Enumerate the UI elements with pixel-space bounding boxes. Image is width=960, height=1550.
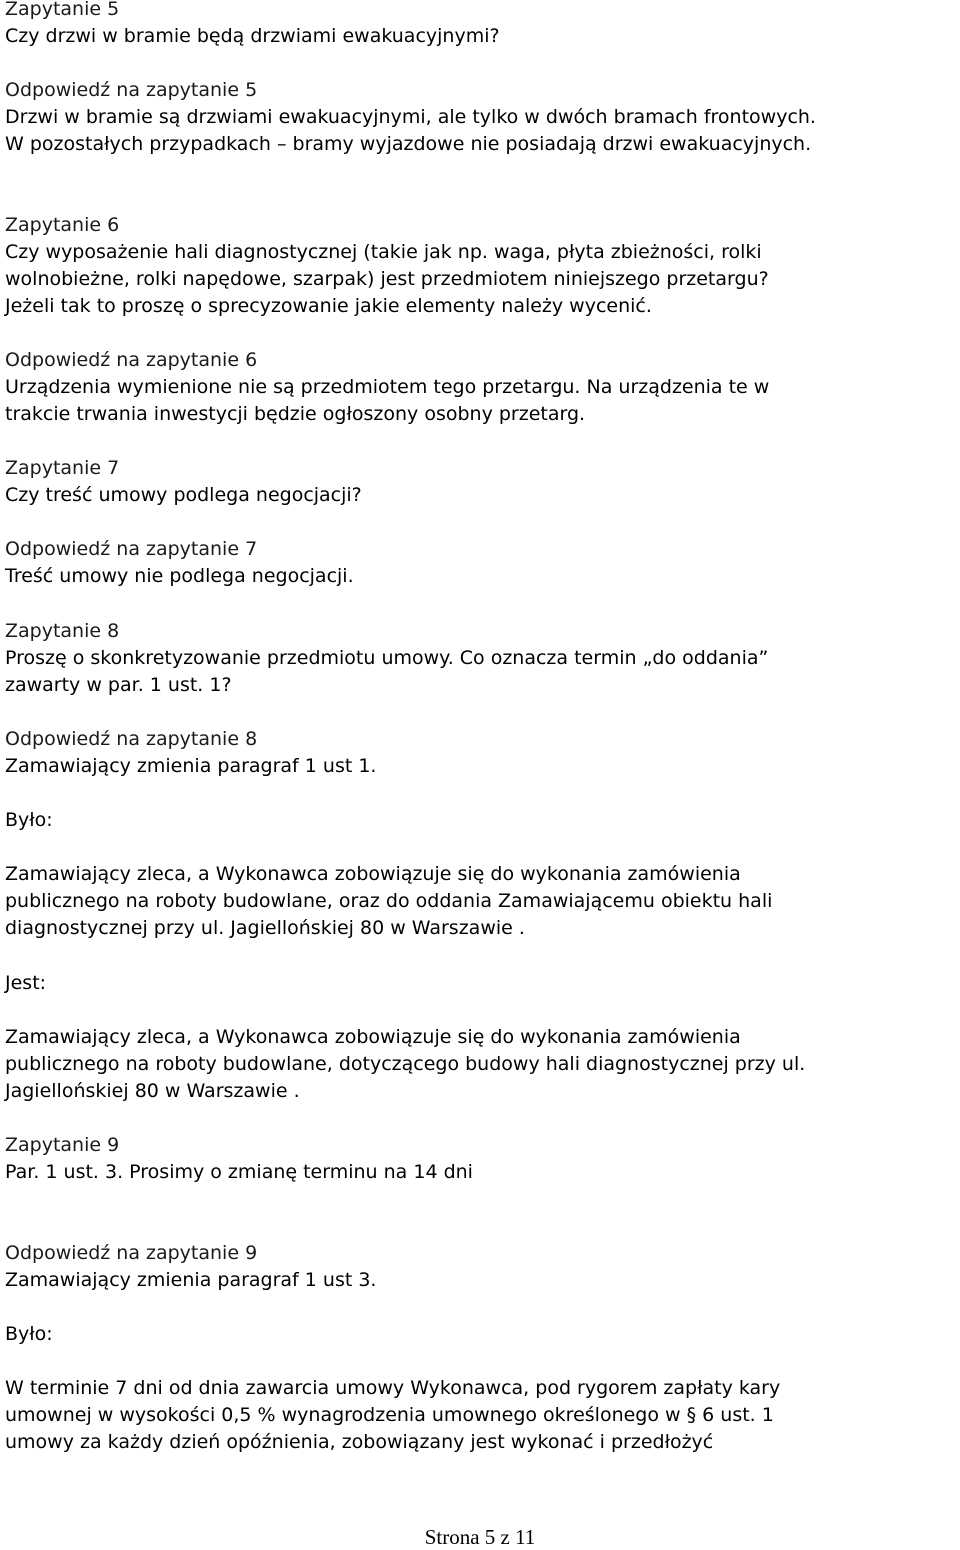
question-line: zawarty w par. 1 ust. 1? <box>5 674 232 696</box>
question-text: Par. 1 ust. 3. Prosimy o zmianę terminu na 14 dni <box>5 1161 473 1183</box>
question-line: wolnobieżne, rolki napędowe, szarpak) jest przedmiotem niniejszego przetargu? <box>5 268 769 290</box>
answer-heading: Odpowiedź na zapytanie 9 <box>5 1242 258 1264</box>
question-9 <box>5 1132 955 1186</box>
was-line: umowy za każdy dzień opóźnienia, zobowiązany jest wykonać i przedłożyć <box>5 1431 714 1453</box>
was-paragraph <box>5 1375 955 1456</box>
answer-line: Urządzenia wymienione nie są przedmiotem tego przetargu. Na urządzenia te w <box>5 376 770 398</box>
answer-text: Zamawiający zmienia paragraf 1 ust 1. <box>5 755 377 777</box>
is-paragraph <box>5 1024 955 1105</box>
answer-line: W pozostałych przypadkach – bramy wyjazdowe nie posiadają drzwi ewakuacyjnych. <box>5 133 812 155</box>
question-heading: Zapytanie 8 <box>5 620 120 642</box>
is-label <box>5 970 955 997</box>
answer-7 <box>5 536 955 590</box>
page-number: Strona 5 z 11 <box>424 1525 536 1549</box>
answer-heading: Odpowiedź na zapytanie 6 <box>5 349 258 371</box>
answer-9 <box>5 1240 955 1294</box>
question-line: Proszę o skonkretyzowanie przedmiotu umowy. Co oznacza termin „do oddania” <box>5 647 769 669</box>
was-label <box>5 1321 955 1348</box>
question-heading: Zapytanie 7 <box>5 457 120 479</box>
is-line: publicznego na roboty budowlane, dotyczącego budowy hali diagnostycznej przy ul. <box>5 1053 806 1075</box>
answer-line: Drzwi w bramie są drzwiami ewakuacyjnymi, ale tylko w dwóch bramach frontowych. <box>5 106 816 128</box>
question-heading: Zapytanie 9 <box>5 1134 120 1156</box>
question-line: Czy wyposażenie hali diagnostycznej (takie jak np. waga, płyta zbieżności, rolki <box>5 241 762 263</box>
was-label-text: Było: <box>5 1323 53 1345</box>
question-7 <box>5 455 955 509</box>
is-line: Zamawiający zleca, a Wykonawca zobowiązuje się do wykonania zamówienia <box>5 1026 741 1048</box>
was-line: publicznego na roboty budowlane, oraz do oddania Zamawiającemu obiektu hali <box>5 890 773 912</box>
answer-text: Treść umowy nie podlega negocjacji. <box>5 565 354 587</box>
was-label <box>5 807 955 834</box>
question-heading: Zapytanie 6 <box>5 214 120 236</box>
answer-line: trakcie trwania inwestycji będzie ogłoszony osobny przetarg. <box>5 403 586 425</box>
question-heading: Zapytanie 5 <box>5 0 120 20</box>
answer-heading: Odpowiedź na zapytanie 7 <box>5 538 258 560</box>
answer-heading: Odpowiedź na zapytanie 8 <box>5 728 258 750</box>
question-8 <box>5 618 955 699</box>
was-label-text: Było: <box>5 809 53 831</box>
is-line: Jagiellońskiej 80 w Warszawie . <box>5 1080 300 1102</box>
was-paragraph <box>5 861 955 942</box>
answer-text: Zamawiający zmienia paragraf 1 ust 3. <box>5 1269 377 1291</box>
was-line: umownej w wysokości 0,5 % wynagrodzenia umownego określonego w § 6 ust. 1 <box>5 1404 774 1426</box>
was-line: diagnostycznej przy ul. Jagiellońskiej 80 w Warszawie . <box>5 917 525 939</box>
is-label-text: Jest: <box>5 972 47 994</box>
question-6 <box>5 212 955 320</box>
answer-6 <box>5 347 955 428</box>
question-5 <box>5 0 955 50</box>
page-footer <box>0 1524 960 1550</box>
was-line: W terminie 7 dni od dnia zawarcia umowy Wykonawca, pod rygorem zapłaty kary <box>5 1377 781 1399</box>
answer-8 <box>5 726 955 780</box>
question-text: Czy drzwi w bramie będą drzwiami ewakuacyjnymi? <box>5 25 500 47</box>
question-text: Czy treść umowy podlega negocjacji? <box>5 484 362 506</box>
answer-5 <box>5 77 955 158</box>
answer-heading: Odpowiedź na zapytanie 5 <box>5 79 258 101</box>
question-line: Jeżeli tak to proszę o sprecyzowanie jakie elementy należy wycenić. <box>5 295 652 317</box>
was-line: Zamawiający zleca, a Wykonawca zobowiązuje się do wykonania zamówienia <box>5 863 741 885</box>
